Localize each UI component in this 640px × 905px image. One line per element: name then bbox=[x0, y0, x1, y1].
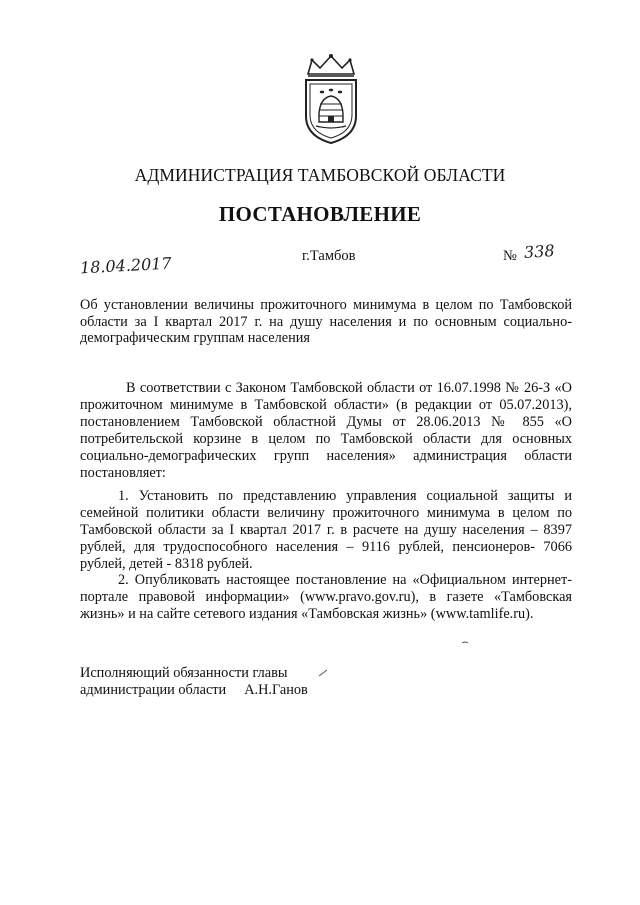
document-date: 18.04.2017 bbox=[79, 253, 173, 278]
signature-stroke-icon bbox=[318, 668, 328, 678]
document-number: 338 bbox=[523, 240, 556, 263]
ink-mark-icon bbox=[462, 641, 468, 644]
number-label: № bbox=[503, 248, 517, 264]
document-type: ПОСТАНОВЛЕНИЕ bbox=[218, 202, 422, 226]
coat-of-arms-tambov-icon bbox=[294, 52, 368, 146]
signer-title-line2: администрации области bbox=[80, 682, 227, 698]
signer-title-line1: Исполняющий обязанности главы bbox=[80, 665, 288, 681]
agency-name: АДМИНИСТРАЦИЯ ТАМБОВСКОЙ ОБЛАСТИ bbox=[134, 165, 506, 185]
resolution-item-2: 2. Опубликовать настоящее постановление на «Официальном интернет-портале правовой информации» (www.pravo.gov.ru), в газете «Тамбовская жизнь» и на сайте сетевого издания «Тамбовская жизнь» (www.tamlife.ru). bbox=[80, 572, 572, 622]
signer-name: А.Н.Ганов bbox=[244, 682, 308, 698]
resolution-item-1: 1. Установить по представлению управления социальной защиты и семейной политики области величину прожиточного минимума в целом по Тамбовской области за I квартал 2017 г. в расчете на душу населения – 8397 рублей, для трудоспособного населения – 9116 рублей, пенсионеров- 7066 рублей, детей - 8318 рублей. bbox=[80, 488, 572, 572]
preamble-paragraph: В соответствии с Законом Тамбовской области от 16.07.1998 № 26-З «О прожиточном минимуме в Тамбовской области» (в редакции от 05.07.2013), постановлением Тамбовской областной Думы от 28.06.2013 № 855 «О потребительской корзине в целом по Тамбовской области для основных социально-демографических групп населения» администрация области постановляет: bbox=[80, 380, 572, 481]
signature-block bbox=[80, 665, 380, 699]
document-subject: Об установлении величины прожиточного минимума в целом по Тамбовской области за I квартал 2017 г. на душу населения и по основным социально-демографическим группам населения bbox=[80, 297, 572, 346]
city: г.Тамбов bbox=[302, 248, 356, 264]
